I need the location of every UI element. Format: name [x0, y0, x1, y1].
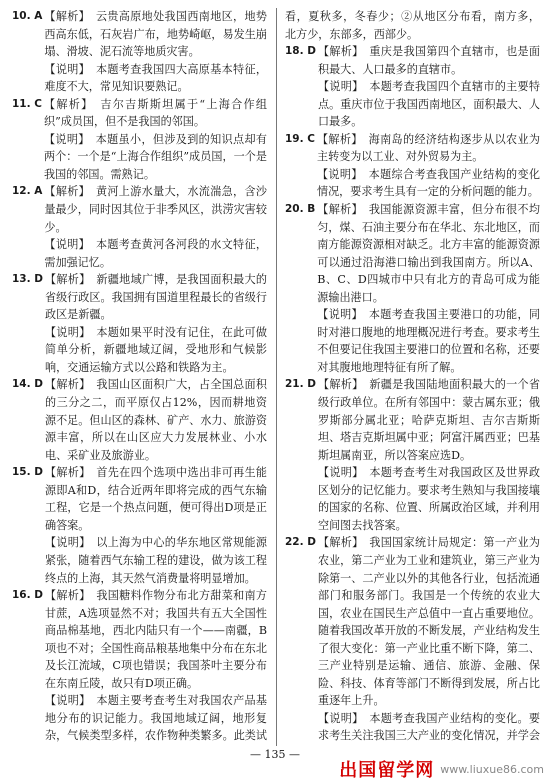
analysis-text: 【解析】 云贵高原地处我国西南地区，地势西高东低，石灰岩广布，地势崎岖，易发生崩塌、滑坡、泥石流等地质灾害。 [44, 10, 267, 59]
analysis-text: 【解析】 我国能源资源丰富，但分布很不均匀，煤、石油主要分布在华北、东北地区，而南方能源资源相对缺乏。北方丰富的能源资源可以通过沿海港口输出到我国南方。所以A、B、C、D四城市中只有北方的青岛可成为能源输出港口。 [317, 203, 540, 304]
answer-body [45, 271, 267, 376]
answer-entry [12, 271, 267, 376]
page-footer [0, 748, 550, 784]
analysis-text: 【解析】 重庆是我国第四个直辖市，也是面积最大、人口最多的直辖市。 [317, 45, 540, 76]
question-number: 22. D [285, 536, 316, 549]
answer-entry [12, 587, 267, 746]
column-divider [276, 8, 277, 746]
explanation-note: 【说明】 本题虽小，但涉及到的知识点却有两个：一个是“上海合作组织”成员国，一个是我国的邻国。需熟记。 [43, 132, 267, 181]
explanation-note: 【说明】 本题主要考查考生对我国农产品基地分布的识记能力。我国地域辽阔，地形复杂，气候类型多样，农作物种类繁多。此类试 [44, 694, 267, 743]
explanation-note: 【说明】 本题考查我国四大高原基本特征，难度不大，常见知识要熟记。 [44, 62, 267, 94]
answer-entry [285, 8, 540, 43]
answer-entry [12, 376, 267, 464]
answer-body [317, 201, 540, 376]
answer-entry [285, 43, 540, 131]
answer-entry [285, 131, 540, 201]
explanation-note: 【说明】 本题考查我国产业结构的变化。要求考生关注我国三大产业的变化情况，并学会 [317, 711, 540, 743]
explanation-note: 【说明】 本题考查黄河各河段的水文特征，需加强记忆。 [44, 238, 267, 269]
analysis-text: 【解析】 黄河上游水量大，水流湍急，含沙量最少，同时因其位于非季风区，洪涝灾害较少。 [44, 185, 267, 234]
left-column [12, 8, 267, 746]
right-column [285, 8, 540, 746]
explanation-note: 【说明】 以上海为中心的华东地区常规能源紧张，随着西气东输工程的建设，做为该工程终点的上海，其天然气消费量将明显增加。 [44, 536, 267, 585]
answer-body [44, 183, 267, 271]
analysis-text: 看，夏秋多，冬春少；②从地区分布看，南方多，北方少，东部多，西部少。 [285, 10, 540, 41]
question-number: 21. D [285, 378, 316, 391]
question-number: 19. C [285, 132, 315, 145]
question-number: 18. D [285, 45, 316, 58]
analysis-text: 【解析】 新疆是我国陆地面积最大的一个省级行政单位。在所有邻国中：蒙古属东亚；俄罗斯部分属北亚；哈萨克斯坦、吉尔吉斯斯坦、塔吉克斯坦属中亚；阿富汗属西亚；巴基斯坦属南亚，所以答案应选D。 [317, 378, 540, 462]
page-number: — 135 — [250, 748, 300, 761]
analysis-text: 【解析】 首先在四个选项中选出非可再生能源即A和D，结合近两年即将完成的西气东输工程，它是一个热点问题，便可得出D项是正确答案。 [44, 466, 267, 532]
answer-entry [12, 96, 267, 184]
question-number: 14. D [12, 378, 43, 391]
answer-body [317, 131, 540, 201]
answer-body [44, 8, 267, 96]
question-number: 16. D [12, 589, 43, 602]
answer-entry [285, 376, 540, 534]
analysis-text: 【解析】 新疆地域广博，是我国面积最大的省级行政区。我国拥有国道里程最长的省级行政区是新疆。 [44, 273, 267, 322]
answer-entry [285, 534, 540, 746]
answer-entry [12, 183, 267, 271]
question-number: 10. A [12, 10, 43, 22]
answer-body [44, 96, 267, 184]
explanation-note: 【说明】 本题如果平时没有记住，在此可做简单分析，新疆地域辽阔，受地形和气候影响，交通运输方式以公路和铁路为主。 [44, 325, 267, 374]
analysis-text: 【解析】 我国山区面积广大，占全国总面积的三分之二，而平原仅占12%，因而耕地资源不足。但山区的森林、矿产、水力、旅游资源丰富，所以在山区应大力发展林业、小水电、采矿业及旅游业。 [44, 378, 267, 462]
question-number: 12. A [12, 185, 43, 198]
watermark-url: www.liuxue86.com [440, 762, 544, 776]
analysis-text: 【解析】 我国国家统计局规定：第一产业为农业，第二产业为工业和建筑业，第三产业为除第一、二产业以外的其他各行业，包括流通部门和服务部门。我国是一个传统的农业大国，农业在国民生产总值中一直占重要地位。随着我国改革开放的不断发展，产业结构发生了很大变化：第一产业比重不断下降，第二、三产业特别是运输、通信、旅游、金融、保险、科技、体育等部门不断得到发展，所占比重逐年上升。 [317, 536, 540, 708]
question-number: 20. B [285, 203, 316, 216]
explanation-note: 【说明】 本题考查考生对我国政区及世界政区划分的记忆能力。要求考生熟知与我国接壤的国家的名称、位置、所属政治区域，并利用空间图去找答案。 [317, 466, 540, 532]
explanation-note: 【说明】 本题考查我国主要港口的功能，同时对港口腹地的地理概况进行考查。要求考生不但要记住我国主要港口的位置和名称，还要对其腹地地理特征有所了解。 [317, 308, 540, 374]
answer-body [45, 376, 267, 464]
answer-body [318, 534, 540, 746]
question-number: 15. D [12, 466, 43, 479]
explanation-note: 【说明】 本题考查我国四个直辖市的主要特点。重庆市位于我国西南地区，面积最大、人口最多。 [317, 80, 540, 129]
analysis-text: 【解析】 吉尔吉斯斯坦属于“上海合作组织”成员国，但不是我国的邻国。 [43, 97, 267, 129]
analysis-text: 【解析】 海南岛的经济结构逐步从以农业为主转变为以工业、对外贸易为主。 [316, 132, 540, 164]
analysis-text: 【解析】 我国糖料作物分布北方甜菜和南方甘蔗，A选项显然不对；我国共有五大全国性商品棉基地，西北内陆只有一个——南疆，B项也不对；全国性商品粮基地集中分布在东北及长江流域，C项也错误；我国茶叶主要分布在东南丘陵，故只有D项正确。 [44, 589, 267, 690]
watermark-logo [339, 758, 544, 780]
answer-entry [12, 8, 267, 96]
question-number: 11. C [12, 97, 42, 110]
answer-body [318, 376, 540, 534]
answer-body [285, 8, 540, 43]
answer-body [318, 43, 540, 131]
answer-body [45, 587, 267, 746]
answer-entry [285, 201, 540, 376]
watermark-text: 出国留学网 [339, 760, 435, 781]
answer-entry [12, 464, 267, 587]
explanation-note: 【说明】 本题综合考查我国产业结构的变化情况，要求考生具有一定的分析问题的能力。 [316, 167, 540, 199]
answer-page [12, 8, 540, 746]
answer-body [45, 464, 267, 587]
question-number: 13. D [12, 273, 43, 286]
